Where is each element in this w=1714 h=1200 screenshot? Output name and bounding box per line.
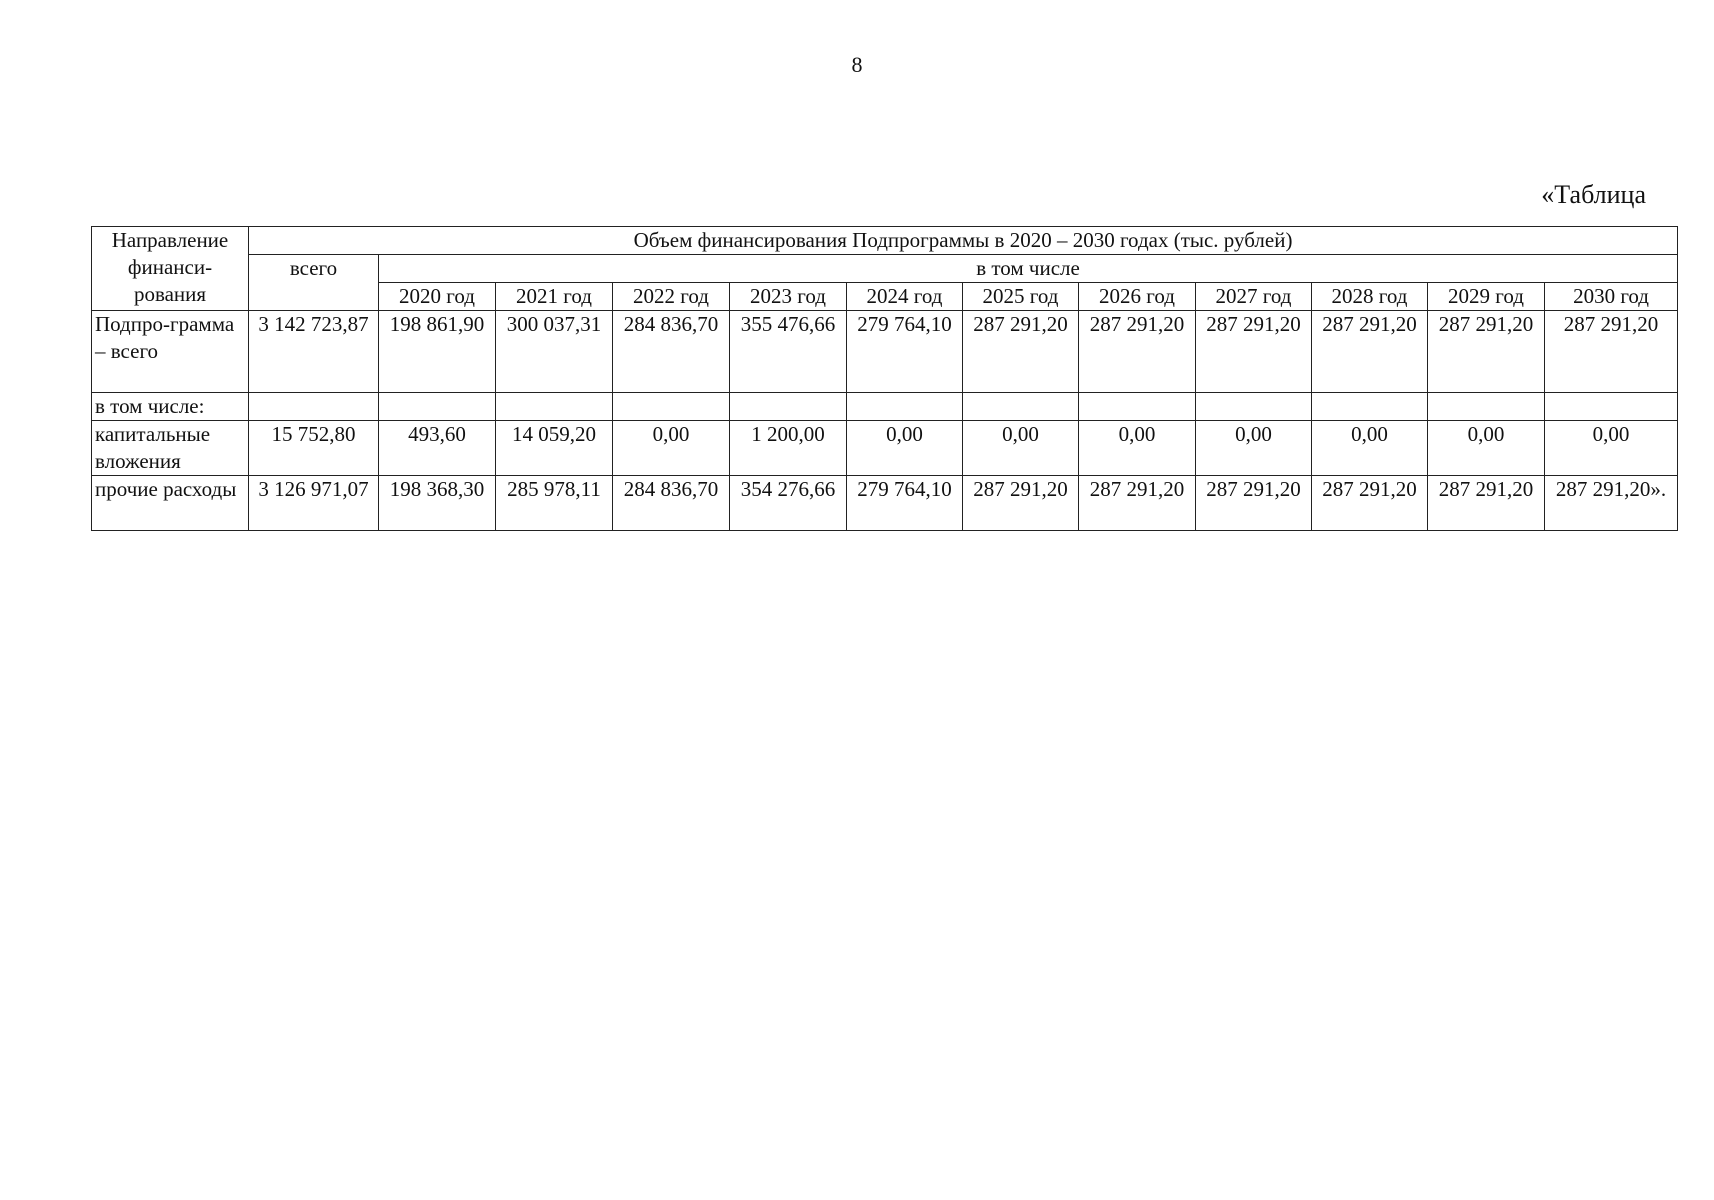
table-cell: 287 291,20 bbox=[1079, 311, 1196, 393]
table-cell: 279 764,10 bbox=[847, 311, 963, 393]
table-cell: 198 368,30 bbox=[379, 476, 496, 531]
year-header: 2025 год bbox=[963, 283, 1079, 311]
row-total: 15 752,80 bbox=[249, 421, 379, 476]
year-header: 2023 год bbox=[730, 283, 847, 311]
table-cell: 287 291,20 bbox=[963, 476, 1079, 531]
table-cell: 14 059,20 bbox=[496, 421, 613, 476]
row-total: 3 142 723,87 bbox=[249, 311, 379, 393]
table-cell bbox=[1196, 393, 1312, 421]
table-row bbox=[92, 311, 1678, 393]
table-row bbox=[92, 421, 1678, 476]
table-cell: 287 291,20 bbox=[1545, 311, 1678, 393]
table-cell: 287 291,20 bbox=[1079, 476, 1196, 531]
table-cell: 354 276,66 bbox=[730, 476, 847, 531]
table-cell: 0,00 bbox=[613, 421, 730, 476]
header-including: в том числе bbox=[379, 255, 1678, 283]
row-total: 3 126 971,07 bbox=[249, 476, 379, 531]
row-label: капитальные вложения bbox=[92, 421, 249, 476]
year-header: 2024 год bbox=[847, 283, 963, 311]
page-number: 8 bbox=[851, 52, 863, 77]
header-total: всего bbox=[249, 255, 379, 311]
year-header: 2021 год bbox=[496, 283, 613, 311]
table-cell: 493,60 bbox=[379, 421, 496, 476]
table-cell: 287 291,20». bbox=[1545, 476, 1678, 531]
table-cell bbox=[1428, 393, 1545, 421]
table-cell: 198 861,90 bbox=[379, 311, 496, 393]
table-cell: 0,00 bbox=[1545, 421, 1678, 476]
table-cell bbox=[496, 393, 613, 421]
year-header: 2029 год bbox=[1428, 283, 1545, 311]
row-total bbox=[249, 393, 379, 421]
table-cell: 287 291,20 bbox=[963, 311, 1079, 393]
year-header: 2027 год bbox=[1196, 283, 1312, 311]
table-cell: 287 291,20 bbox=[1196, 476, 1312, 531]
table-cell: 0,00 bbox=[1428, 421, 1545, 476]
table-cell bbox=[1079, 393, 1196, 421]
table-cell: 287 291,20 bbox=[1196, 311, 1312, 393]
year-header: 2026 год bbox=[1079, 283, 1196, 311]
table-cell: 287 291,20 bbox=[1312, 476, 1428, 531]
table-cell bbox=[1545, 393, 1678, 421]
table-cell: 355 476,66 bbox=[730, 311, 847, 393]
table-cell: 284 836,70 bbox=[613, 476, 730, 531]
row-label: прочие расходы bbox=[92, 476, 249, 531]
table-cell bbox=[379, 393, 496, 421]
table-cell: 1 200,00 bbox=[730, 421, 847, 476]
table-caption: «Таблица bbox=[1541, 180, 1646, 209]
header-row-2 bbox=[92, 255, 1678, 283]
table-cell bbox=[730, 393, 847, 421]
table-cell: 284 836,70 bbox=[613, 311, 730, 393]
year-header: 2028 год bbox=[1312, 283, 1428, 311]
table-cell: 0,00 bbox=[847, 421, 963, 476]
table-cell: 285 978,11 bbox=[496, 476, 613, 531]
table-cell bbox=[613, 393, 730, 421]
table-cell bbox=[963, 393, 1079, 421]
table-row bbox=[92, 393, 1678, 421]
table-cell: 0,00 bbox=[1196, 421, 1312, 476]
year-header: 2030 год bbox=[1545, 283, 1678, 311]
year-header: 2020 год bbox=[379, 283, 496, 311]
row-label: в том числе: bbox=[92, 393, 249, 421]
table-cell: 0,00 bbox=[963, 421, 1079, 476]
header-row-1 bbox=[92, 227, 1678, 255]
table-cell: 300 037,31 bbox=[496, 311, 613, 393]
table-cell bbox=[847, 393, 963, 421]
table-cell: 287 291,20 bbox=[1428, 476, 1545, 531]
table-cell: 279 764,10 bbox=[847, 476, 963, 531]
table-cell: 287 291,20 bbox=[1428, 311, 1545, 393]
table-cell bbox=[1312, 393, 1428, 421]
header-volume: Объем финансирования Подпрограммы в 2020 – 2030 годах (тыс. рублей) bbox=[249, 227, 1678, 255]
year-header: 2022 год bbox=[613, 283, 730, 311]
funding-table bbox=[91, 226, 1678, 531]
table-cell: 0,00 bbox=[1079, 421, 1196, 476]
row-label: Подпро-грамма – всего bbox=[92, 311, 249, 393]
header-direction: Направление финанси-рования bbox=[92, 227, 249, 311]
table-cell: 0,00 bbox=[1312, 421, 1428, 476]
table-row bbox=[92, 476, 1678, 531]
table-cell: 287 291,20 bbox=[1312, 311, 1428, 393]
